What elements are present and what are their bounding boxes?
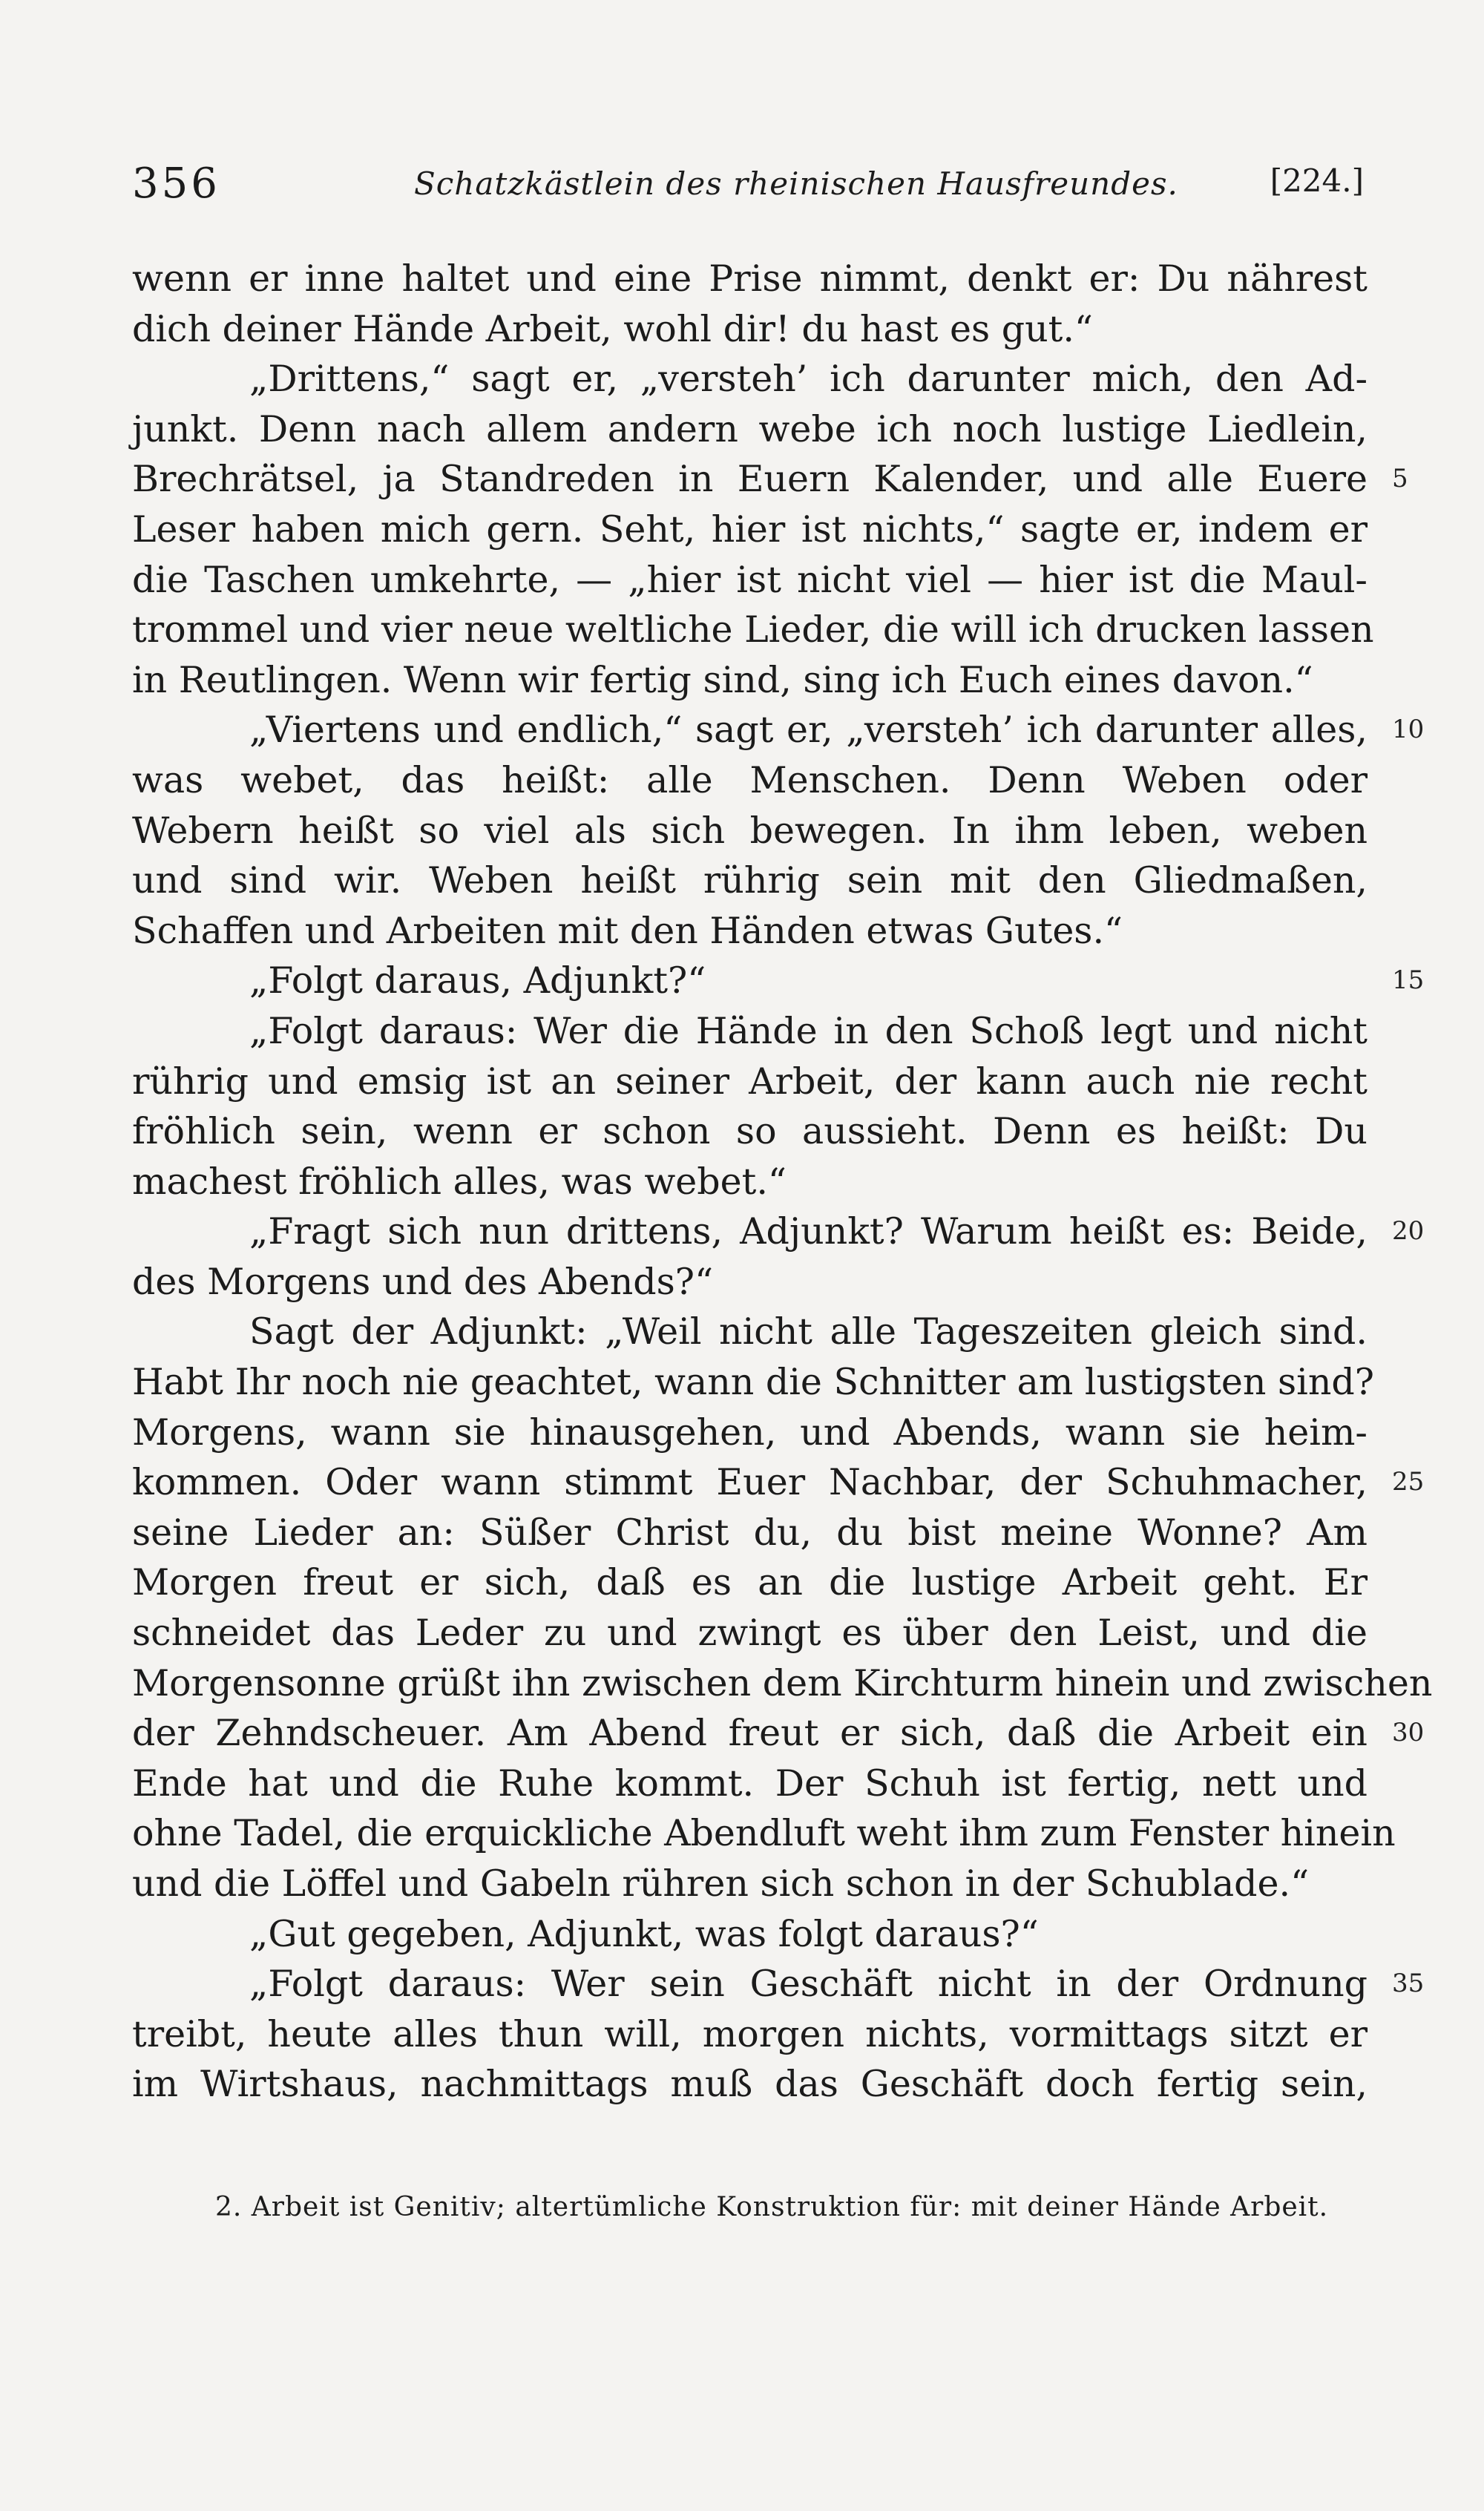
text-line-content: im Wirtshaus, nachmittags muß das Geschäft doch fertig sein,: [132, 2063, 1368, 2106]
section-mark: [224.]: [1270, 163, 1364, 199]
text-line: [132, 906, 1368, 956]
text-line-content: wenn er inne haltet und eine Prise nimmt, denkt er: Du nährest: [132, 257, 1368, 300]
text-line: [132, 1658, 1433, 1709]
text-line-content: ohne Tadel, die erquickliche Abendluft weht ihm zum Fenster hinein: [132, 1812, 1396, 1855]
text-line-content: die Taschen umkehrte, — „hier ist nicht viel — hier ist die Maul-: [132, 558, 1368, 601]
text-line-content: „Folgt daraus, Adjunkt?“: [249, 959, 706, 1002]
text-line: [132, 1006, 1368, 1057]
text-line: [132, 1057, 1368, 1107]
text-line-content: rührig und emsig ist an seiner Arbeit, der kann auch nie recht: [132, 1060, 1368, 1103]
text-line: [132, 1307, 1368, 1357]
text-line: [132, 254, 1368, 304]
line-number: 15: [1392, 965, 1425, 996]
text-line: [132, 956, 1425, 1006]
line-number: 20: [1392, 1216, 1425, 1247]
text-line: [132, 1157, 1368, 1207]
text-line-content: Schaffen und Arbeiten mit den Händen etwas Gutes.“: [132, 909, 1123, 952]
text-line: [132, 1759, 1368, 1809]
text-line: [132, 1508, 1368, 1558]
text-line: [132, 505, 1368, 555]
text-line: [132, 555, 1368, 605]
text-line-content: und die Löffel und Gabeln rühren sich schon in der Schublade.“: [132, 1862, 1310, 1905]
text-line-content: „Drittens,“ sagt er, „versteh’ ich darunter mich, den Ad-: [249, 358, 1368, 401]
text-line-content: der Zehndscheuer. Am Abend freut er sich, daß die Arbeit ein: [132, 1712, 1368, 1755]
text-line-content: Morgen freut er sich, daß es an die lustige Arbeit geht. Er: [132, 1561, 1368, 1604]
text-line-content: dich deiner Hände Arbeit, wohl dir! du hast es gut.“: [132, 307, 1093, 350]
text-line: [132, 2059, 1368, 2110]
text-line-content: trommel und vier neue weltliche Lieder, die will ich drucken lassen: [132, 608, 1374, 651]
text-line-content: „Gut gegeben, Adjunkt, was folgt daraus?“: [249, 1912, 1039, 1955]
text-line: [132, 304, 1368, 355]
text-line: [132, 1207, 1425, 1257]
line-number: 35: [1392, 1969, 1425, 1999]
running-title: Schatzkästlein des rheinischen Hausfreundes.: [414, 165, 1178, 202]
text-line-content: machest fröhlich alles, was webet.“: [132, 1160, 787, 1203]
text-line-content: „Folgt daraus: Wer sein Geschäft nicht in der Ordnung: [249, 1963, 1368, 2006]
text-line-content: treibt, heute alles thun will, morgen nichts, vormittags sitzt er: [132, 2012, 1368, 2055]
text-line: [132, 2009, 1368, 2060]
text-line-content: „Folgt daraus: Wer die Hände in den Schoß legt und nicht: [249, 1009, 1368, 1052]
text-line-content: und sind wir. Weben heißt rührig sein mit den Gliedmaßen,: [132, 859, 1368, 902]
text-line-content: junkt. Denn nach allem andern webe ich noch lustige Liedlein,: [132, 407, 1368, 450]
text-line: [132, 856, 1368, 906]
text-line-content: „Fragt sich nun drittens, Adjunkt? Warum heißt es: Beide,: [249, 1210, 1368, 1253]
text-line-content: fröhlich sein, wenn er schon so aussieht. Denn es heißt: Du: [132, 1110, 1368, 1153]
text-line: [132, 655, 1368, 706]
body-text: [132, 254, 1433, 2110]
text-line: [132, 354, 1368, 404]
text-line: [132, 806, 1368, 856]
line-number: 30: [1392, 1718, 1425, 1748]
text-line-content: kommen. Oder wann stimmt Euer Nachbar, der Schuhmacher,: [132, 1461, 1368, 1504]
text-line: [132, 605, 1374, 655]
text-line-content: seine Lieder an: Süßer Christ du, du bist meine Wonne? Am: [132, 1511, 1368, 1554]
text-line: [132, 1257, 1368, 1307]
text-line-content: Ende hat und die Ruhe kommt. Der Schuh ist fertig, nett und: [132, 1762, 1368, 1805]
line-number: 10: [1392, 715, 1425, 745]
text-line: [132, 1357, 1375, 1408]
text-line-content: „Viertens und endlich,“ sagt er, „versteh’ ich darunter alles,: [249, 709, 1368, 752]
text-line: [132, 1558, 1368, 1608]
text-line-content: was webet, das heißt: alle Menschen. Denn Weben oder: [132, 758, 1368, 801]
footnote: 2. Arbeit ist Genitiv; altertümliche Konstruktion für: mit deiner Hände Arbeit.: [215, 2192, 1329, 2222]
page-header: [132, 152, 1364, 211]
text-line-content: des Morgens und des Abends?“: [132, 1260, 714, 1303]
text-line: [132, 705, 1425, 755]
text-line: [132, 1608, 1368, 1658]
text-line-content: Leser haben mich gern. Seht, hier ist nichts,“ sagte er, indem er: [132, 508, 1368, 551]
text-line-content: Brechrätsel, ja Standreden in Euern Kalender, und alle Euere: [132, 458, 1368, 501]
text-line: [132, 1106, 1368, 1157]
text-line: [132, 1708, 1425, 1759]
text-line: [132, 1909, 1368, 1960]
text-line-content: Morgensonne grüßt ihn zwischen dem Kirchturm hinein und zwischen: [132, 1661, 1433, 1704]
text-line: [132, 1408, 1368, 1458]
text-line-content: in Reutlingen. Wenn wir fertig sind, sing ich Euch eines davon.“: [132, 658, 1313, 701]
text-line: [132, 1959, 1425, 2009]
text-line-content: Sagt der Adjunkt: „Weil nicht alle Tageszeiten gleich sind.: [249, 1310, 1368, 1353]
page-number: 356: [132, 160, 220, 208]
text-line: [132, 404, 1368, 455]
text-line: [132, 454, 1408, 505]
line-number: 25: [1392, 1467, 1425, 1497]
text-line-content: Webern heißt so viel als sich bewegen. In ihm leben, weben: [132, 809, 1368, 852]
text-line: [132, 755, 1368, 806]
text-line-content: schneidet das Leder zu und zwingt es über den Leist, und die: [132, 1612, 1368, 1655]
text-line-content: Habt Ihr noch nie geachtet, wann die Schnitter am lustigsten sind?: [132, 1361, 1375, 1404]
text-line: [132, 1808, 1396, 1859]
text-line: [132, 1457, 1425, 1508]
text-line-content: Morgens, wann sie hinausgehen, und Abends, wann sie heim-: [132, 1411, 1368, 1454]
line-number: 5: [1392, 464, 1408, 494]
text-line: [132, 1859, 1368, 1909]
